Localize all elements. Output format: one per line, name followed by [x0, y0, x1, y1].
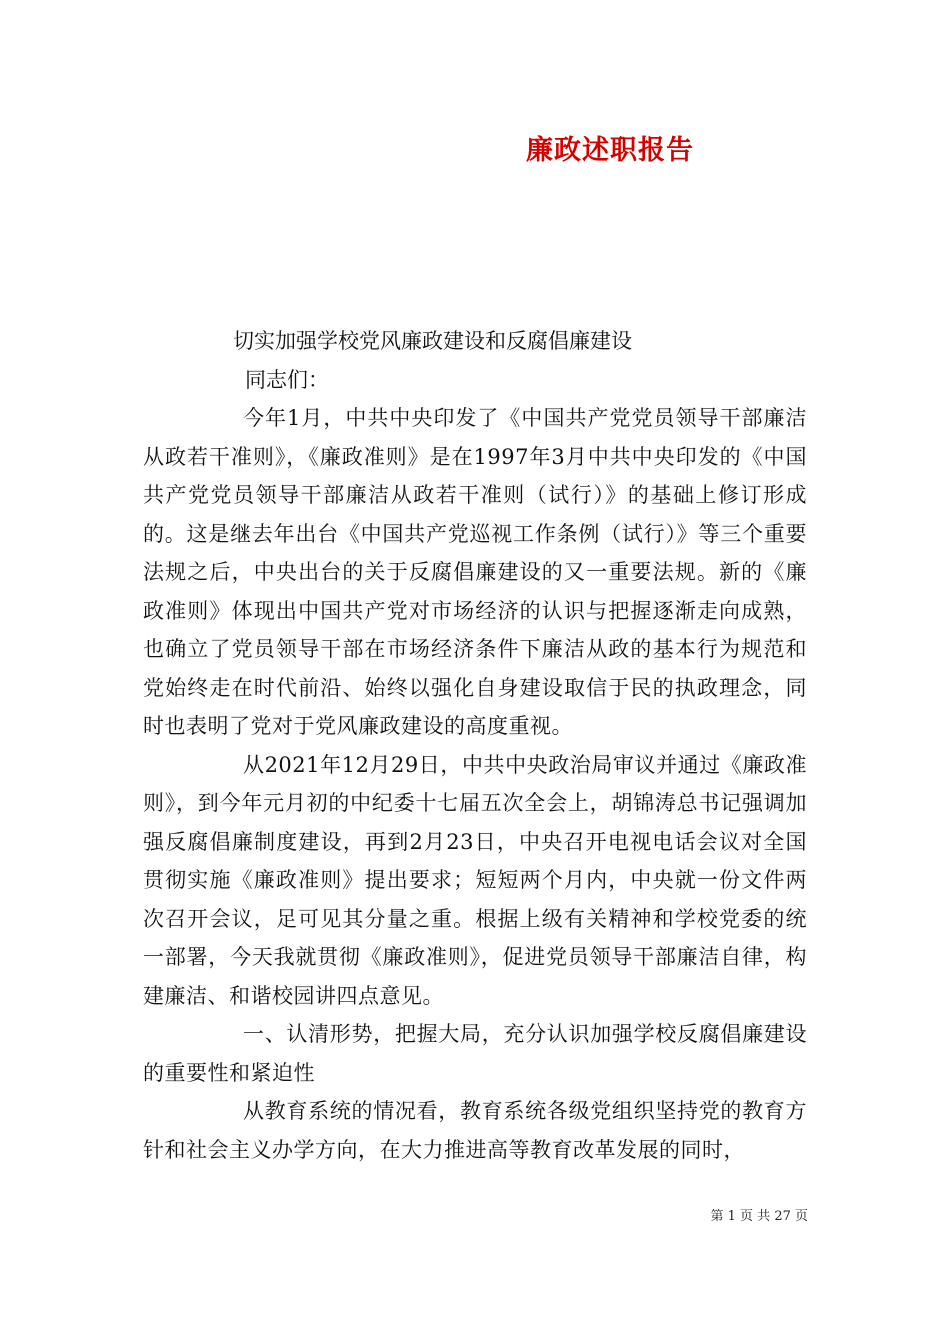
- salutation: 同志们：: [245, 367, 329, 392]
- page-number: 第 1 页 共 27 页: [710, 1209, 808, 1224]
- section-heading: 一、认清形势，把握大局，充分认识加强学校反腐倡廉建设的重要性和紧迫性: [143, 1022, 807, 1085]
- document-title: 廉政述职报告: [526, 135, 694, 166]
- document-subtitle: 切实加强学校党风廉政建设和反腐倡廉建设: [233, 329, 632, 353]
- body-paragraph: 从2021年12月29日，中共中央政治局审议并通过《廉政准则》，到今年元月初的中纪委十七届五次全会上，胡锦涛总书记强调加强反腐倡廉制度建设，再到2月23日，中央召开电视电话会议对全国贯彻实施《廉政准则》提出要求；短短两个月内，中央就一份文件两次召开会议，足可见其分量之重。根据上级有关精神和学校党委的统一部署，今天我就贯彻《廉政准则》，促进党员领导干部廉洁自律，构建廉洁、和谐校园讲四点意见。: [143, 752, 807, 1008]
- document-body: [143, 322, 807, 1169]
- body-paragraph: 今年1月，中共中央印发了《中国共产党党员领导干部廉洁从政若干准则》，《廉政准则》是在1997年3月中共中央印发的《中国共产党党员领导干部廉洁从政若干准则（试行）》的基础上修订形成的。这是继去年出台《中国共产党巡视工作条例（试行）》等三个重要法规之后，中央出台的关于反腐倡廉建设的又一重要法规。新的《廉政准则》体现出中国共产党对市场经济的认识与把握逐渐走向成熟，也确立了党员领导干部在市场经济条件下廉洁从政的基本行为规范和党始终走在时代前沿、始终以强化自身建设取信于民的执政理念，同时也表明了党对于党风廉政建设的高度重视。: [143, 406, 807, 738]
- section-paragraph: 从教育系统的情况看，教育系统各级党组织坚持党的教育方针和社会主义办学方向，在大力推进高等教育改革发展的同时，: [143, 1099, 807, 1162]
